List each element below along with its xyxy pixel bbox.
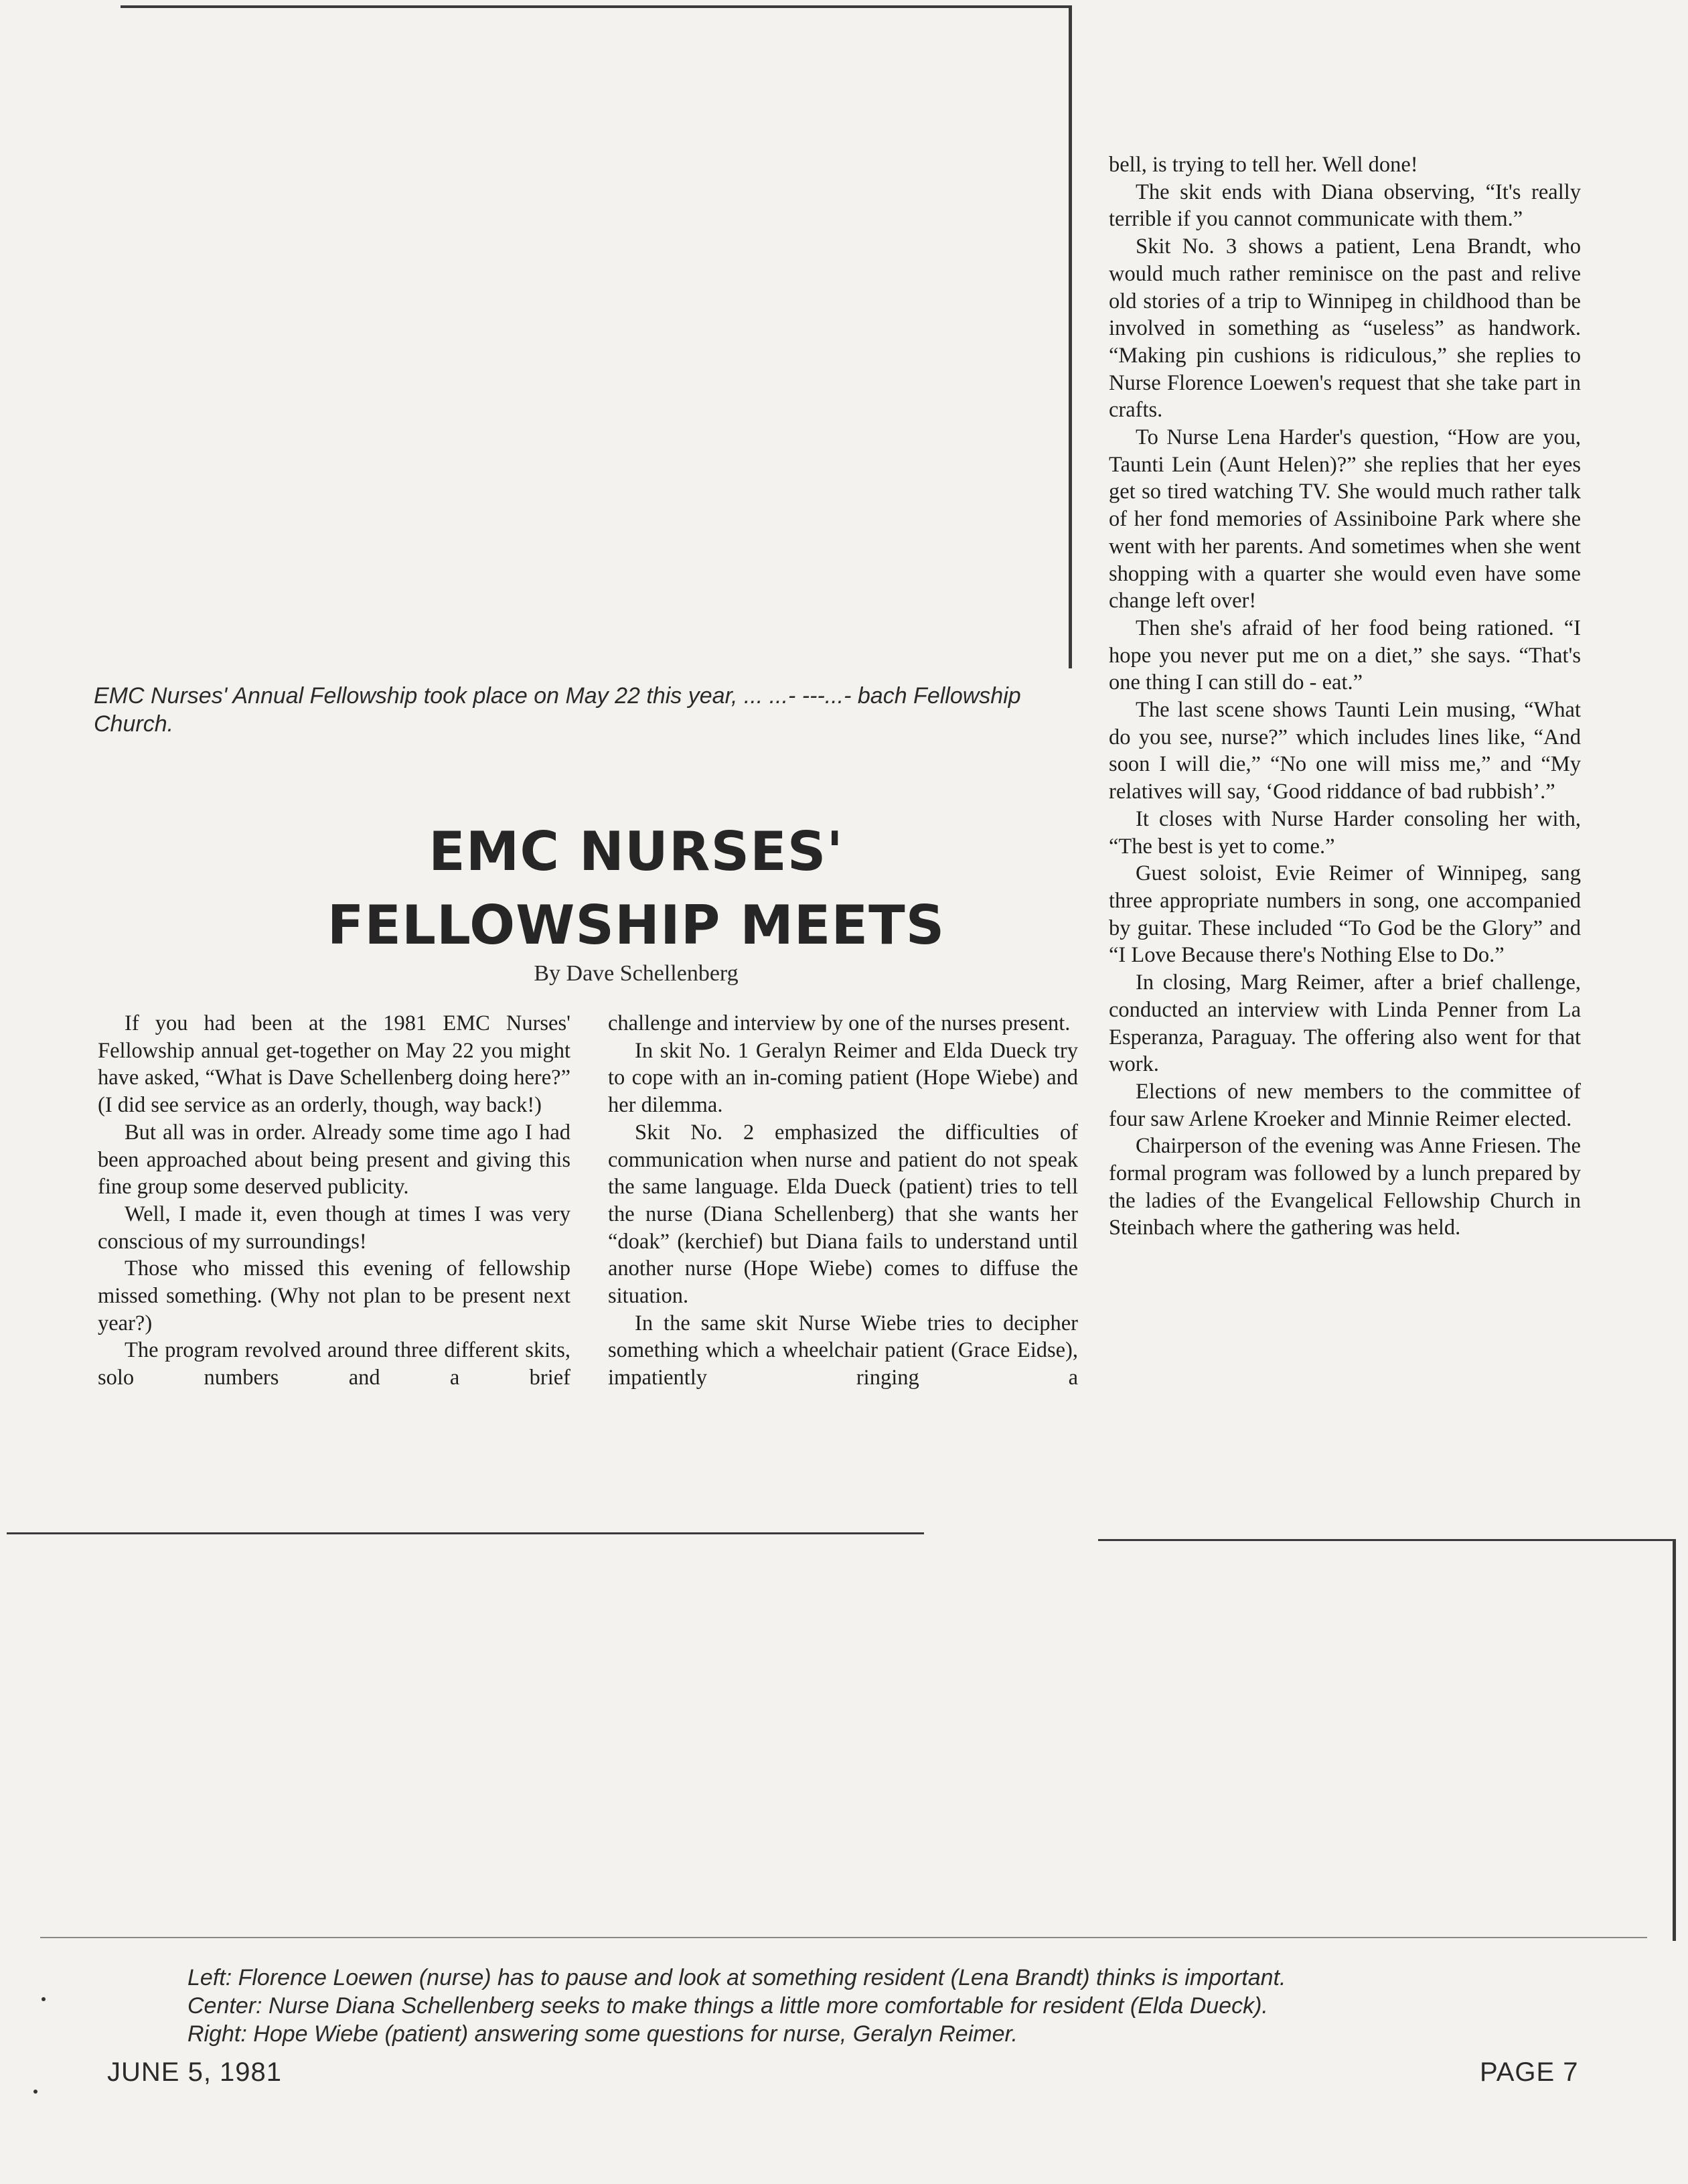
paragraph: Guest soloist, Evie Reimer of Winnipeg, sang three appropriate numbers in song, one accompanied by guitar. These included “To God be the Glory” and “I Love Because there's Nothing Else to Do.” xyxy=(1109,861,1581,968)
bottom-photo-border-right xyxy=(1673,1539,1676,1941)
top-photo-caption: EMC Nurses' Annual Fellowship took place on May 22 this year, ... ...- ---...- bach Fellowship Church. xyxy=(94,683,1021,737)
top-photo-area xyxy=(121,0,1071,670)
paragraph: But all was in order. Already some time ago I had been approached about being present and giving this fine group some deserved publicity. xyxy=(98,1120,570,1199)
top-photo-border-top xyxy=(121,5,1071,8)
paragraph: Elections of new members to the committee of four saw Arlene Kroeker and Minnie Reimer elected. xyxy=(1109,1079,1581,1131)
caption-right: Right: Hope Wiebe (patient) answering some questions for nurse, Geralyn Reimer. xyxy=(187,2021,1018,2047)
footer-date: JUNE 5, 1981 xyxy=(107,2057,283,2087)
bottom-photo-area xyxy=(0,1527,1688,1956)
bottom-photo-border-bottom xyxy=(40,1937,1647,1938)
byline: By Dave Schellenberg xyxy=(534,961,739,986)
paragraph: Well, I made it, even though at times I was very conscious of my surroundings! xyxy=(98,1202,570,1254)
paragraph: The skit ends with Diana observing, “It's really terrible if you cannot communicate with them.” xyxy=(1109,179,1581,232)
article-column-1 xyxy=(98,1010,570,1392)
article-column-3 xyxy=(1109,151,1581,1242)
paragraph: In the same skit Nurse Wiebe tries to decipher something which a wheelchair patient (Grace Eidse), impatiently ringing a xyxy=(608,1311,1078,1390)
paragraph: challenge and interview by one of the nurses present. xyxy=(608,1011,1071,1035)
paragraph: bell, is trying to tell her. Well done! xyxy=(1109,153,1418,177)
paragraph: Skit No. 3 shows a patient, Lena Brandt, who would much rather reminisce on the past and relive old stories of a trip to Winnipeg in childhood than be involved in something as “useless” as handwork. “Making pin cushions is ridiculous,” she replies to Nurse Florence Loewen's request that she take part in crafts. xyxy=(1109,234,1581,423)
paragraph: The program revolved around three different skits, solo numbers and a brief xyxy=(98,1338,570,1390)
paragraph: In closing, Marg Reimer, after a brief challenge, conducted an interview with Linda Penner from La Esperanza, Paraguay. The offering also went for that work. xyxy=(1109,970,1581,1077)
article-column-2 xyxy=(608,1010,1078,1392)
paragraph: Skit No. 2 emphasized the difficulties of communication when nurse and patient do not speak the same language. Elda Dueck (patient) tries to tell the nurse (Diana Schellenberg) that she wants her “doak” (kerchief) but Diana fails to understand until another nurse (Hope Wiebe) comes to diffuse the situation. xyxy=(608,1120,1078,1309)
bottom-photo-border-top-right xyxy=(1098,1539,1674,1541)
bottom-photo-border-top xyxy=(7,1532,924,1534)
paragraph: Those who missed this evening of fellowship missed something. (Why not plan to be present next year?) xyxy=(98,1256,570,1335)
scan-speck xyxy=(42,1997,46,2001)
scan-speck xyxy=(33,2090,37,2094)
paragraph: In skit No. 1 Geralyn Reimer and Elda Dueck try to cope with an in-coming patient (Hope Wiebe) and her dilemma. xyxy=(608,1038,1078,1118)
caption-left: Left: Florence Loewen (nurse) has to pause and look at something resident (Lena Brandt) thinks is important. xyxy=(187,1965,1286,1990)
headline-line-1: EMC NURSES' xyxy=(429,820,844,883)
paragraph: If you had been at the 1981 EMC Nurses' Fellowship annual get-together on May 22 you might have asked, “What is Dave Schellenberg doing here?” (I did see service as an orderly, though, way back!) xyxy=(98,1011,570,1118)
paragraph: It closes with Nurse Harder consoling her with, “The best is yet to come.” xyxy=(1109,806,1581,859)
top-photo-border-right xyxy=(1069,5,1072,668)
paragraph: The last scene shows Taunti Lein musing, “What do you see, nurse?” which includes lines like, “And soon I will die,” “No one will miss me,” and “My relatives will say, ‘Good riddance of bad rubbish’.” xyxy=(1109,698,1581,804)
footer-page-number: PAGE 7 xyxy=(1480,2057,1579,2087)
paragraph: Then she's afraid of her food being rationed. “I hope you never put me on a diet,” she says. “That's one thing I can still do - eat.” xyxy=(1109,615,1581,695)
headline-line-2: FELLOWSHIP MEETS xyxy=(327,894,945,956)
bottom-photo-caption xyxy=(187,1964,1527,2048)
paragraph: Chairperson of the evening was Anne Friesen. The formal program was followed by a lunch prepared by the ladies of the Evangelical Fellowship Church in Steinbach where the gathering was held. xyxy=(1109,1134,1581,1240)
paragraph: To Nurse Lena Harder's question, “How are you, Taunti Lein (Aunt Helen)?” she replies that her eyes get so tired watching TV. She would much rather talk of her fond memories of Assiniboine Park where she went with her parents. And sometimes when she went shopping with a quarter she would even have some change left over! xyxy=(1109,425,1581,613)
caption-center: Center: Nurse Diana Schellenberg seeks to make things a little more comfortable for resident (Elda Dueck). xyxy=(187,1993,1268,2019)
